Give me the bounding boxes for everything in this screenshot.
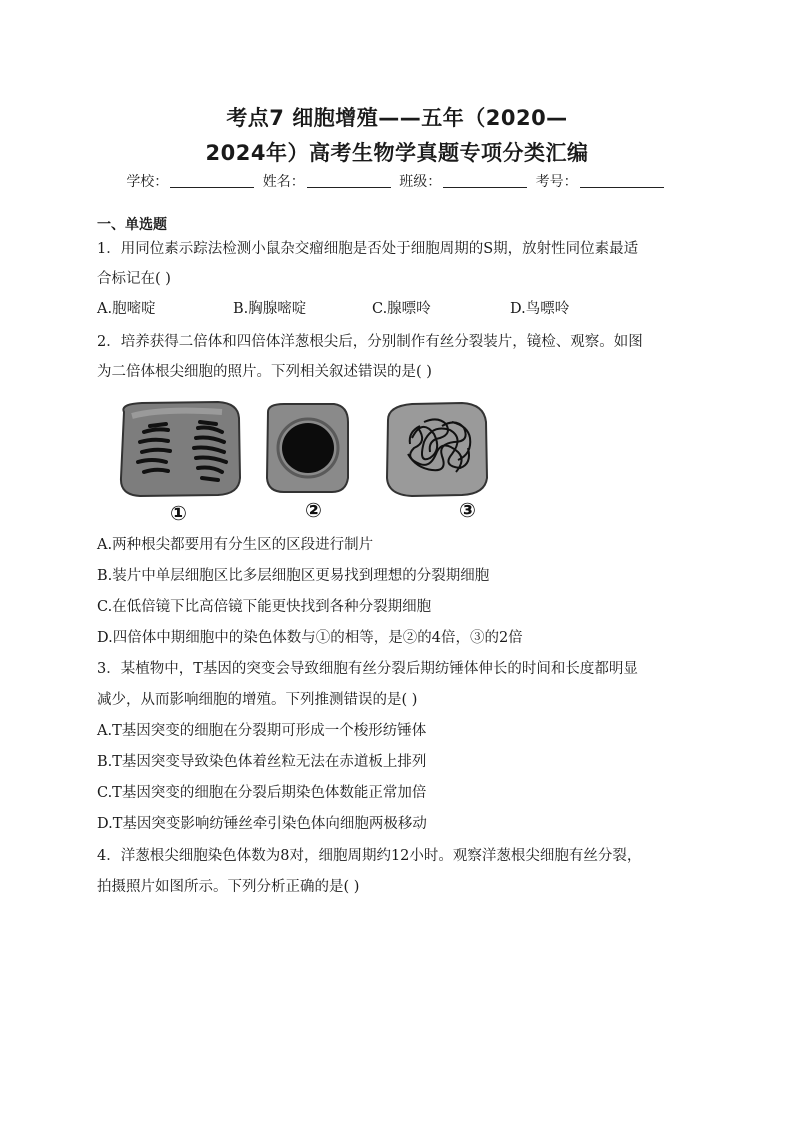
- q2-option-c: C.在低倍镜下比高倍镜下能更快找到各种分裂期细胞: [97, 599, 432, 615]
- q1-option-b: B.胸腺嘧啶: [233, 301, 307, 317]
- q1-stem-line-2: 合标记在( ): [97, 271, 171, 287]
- q1-option-c: C.腺嘌呤: [372, 301, 431, 317]
- figure-label-3: ③: [459, 498, 476, 522]
- q3-stem-line-1: 3．某植物中，T基因的突变会导致细胞有丝分裂后期纺锤体伸长的时间和长度都明显: [97, 661, 638, 677]
- q3-option-a: A.T基因突变的细胞在分裂期可形成一个梭形纺锤体: [97, 723, 427, 739]
- cell-1-anaphase: [121, 402, 240, 496]
- cell-micrographs: [112, 398, 492, 524]
- q2-stem-line-1: 2．培养获得二倍体和四倍体洋葱根尖后，分别制作有丝分裂装片，镜检、观察。如图: [97, 334, 643, 350]
- root-tip-cells-figure: [112, 398, 492, 524]
- title-line-2: 2024年）高考生物学真题专项分类汇编: [205, 141, 589, 165]
- name-label: 姓名：: [262, 174, 305, 190]
- figure-label-1: ①: [170, 501, 187, 524]
- section-title: 一、单选题: [97, 217, 167, 233]
- title-line-1: 考点7 细胞增殖——五年（2020—: [226, 106, 568, 130]
- class-label: 班级：: [399, 174, 442, 190]
- q1-stem-line-1: 1．用同位素示踪法检测小鼠杂交瘤细胞是否处于细胞周期的S期，放射性同位素最适: [97, 241, 639, 257]
- school-label: 学校：: [126, 174, 169, 190]
- q2-stem-line-2: 为二倍体根尖细胞的照片。下列相关叙述错误的是( ): [97, 364, 432, 380]
- cell-2-interphase: [267, 404, 348, 492]
- class-blank[interactable]: [443, 187, 527, 188]
- q4-stem-line-2: 拍摄照片如图所示。下列分析正确的是( ): [97, 879, 360, 895]
- q3-option-b: B.T基因突变导致染色体着丝粒无法在赤道板上排列: [97, 754, 427, 770]
- q2-option-d: D.四倍体中期细胞中的染色体数与①的相等，是②的4倍，③的2倍: [97, 630, 523, 646]
- q3-option-c: C.T基因突变的细胞在分裂后期染色体数能正常加倍: [97, 785, 427, 801]
- exam-number-blank[interactable]: [580, 187, 664, 188]
- student-info-line: [0, 171, 794, 191]
- q3-option-d: D.T基因突变影响纺锤丝牵引染色体向细胞两极移动: [97, 816, 427, 832]
- q2-option-a: A.两种根尖都要用有分生区的区段进行制片: [97, 537, 374, 553]
- q2-option-b: B.装片中单层细胞区比多层细胞区更易找到理想的分裂期细胞: [97, 568, 490, 584]
- name-blank[interactable]: [307, 187, 391, 188]
- q1-option-a: A.胞嘧啶: [97, 301, 156, 317]
- figure-label-2: ②: [305, 498, 322, 522]
- q1-option-d: D.鸟嘌呤: [510, 301, 570, 317]
- school-blank[interactable]: [170, 187, 254, 188]
- q4-stem-line-1: 4．洋葱根尖细胞染色体数为8对，细胞周期约12小时。观察洋葱根尖细胞有丝分裂，: [97, 848, 642, 864]
- exam-number-label: 考号：: [535, 174, 578, 190]
- cell-3-prophase: [387, 403, 487, 496]
- q3-stem-line-2: 减少，从而影响细胞的增殖。下列推测错误的是( ): [97, 692, 418, 708]
